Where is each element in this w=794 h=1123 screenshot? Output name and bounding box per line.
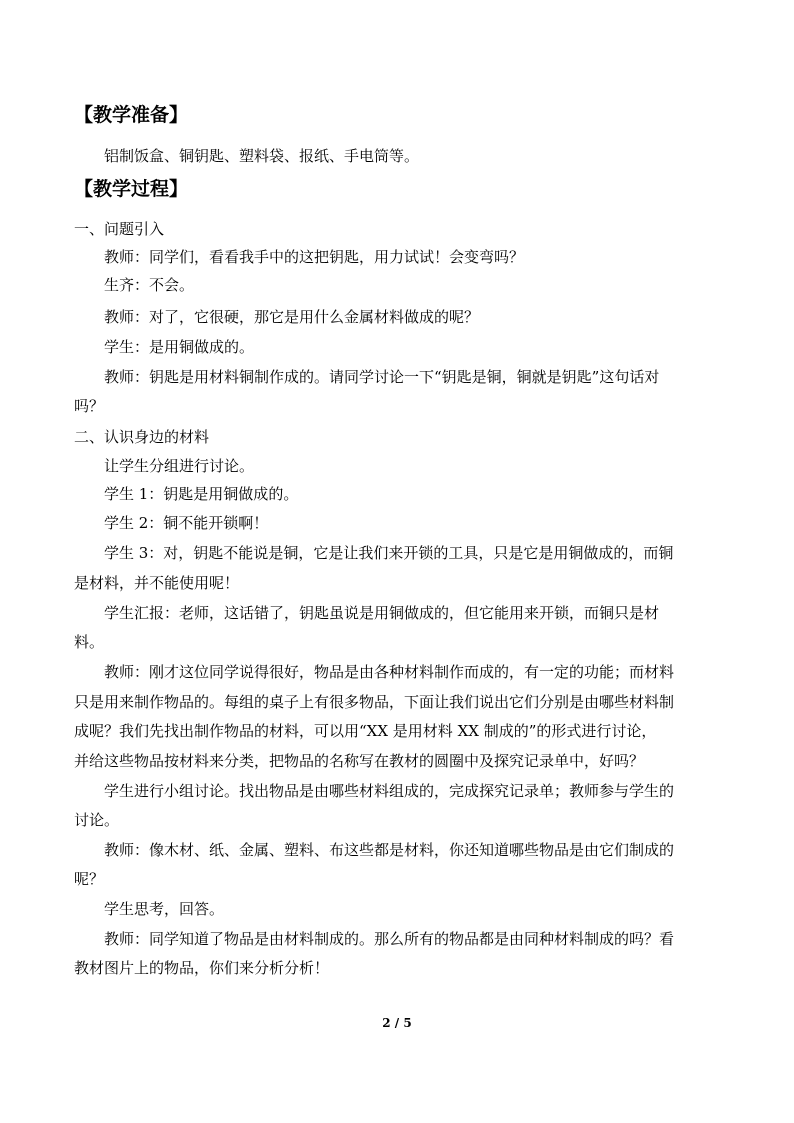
preparation-materials-text: 铝制饭盒、铜钥匙、塑料袋、报纸、手电筒等。 (104, 147, 420, 165)
page-number: 2 / 5 (382, 1016, 412, 1030)
paragraph-line: 料。 (74, 633, 105, 651)
paragraph-line: 教材图片上的物品，你们来分析分析！ (74, 959, 330, 977)
paragraph-line: 并给这些物品按材料来分类，把物品的名称写在教材的圆圈中及探究记录单中，好吗？ (74, 752, 645, 770)
paragraph-line: 学生 1：钥匙是用铜做成的。 (104, 485, 299, 503)
paragraph-line: 学生：是用铜做成的。 (104, 338, 255, 356)
paragraph-line: 教师：同学知道了物品是由材料制成的。那么所有的物品都是由同种材料制成的吗？看 (104, 930, 675, 948)
paragraph-line: 学生 2：铜不能开锁啊！ (104, 514, 269, 532)
paragraph-line: 学生思考，回答。 (104, 900, 225, 918)
paragraph-line: 学生汇报：老师，这话错了，钥匙虽说是用铜做成的，但它能用来开锁，而铜只是材 (104, 604, 660, 622)
paragraph-line: 吗？ (74, 397, 105, 415)
paragraph-line: 教师：对了，它很硬，那它是用什么金属材料做成的呢？ (104, 308, 480, 326)
paragraph-line: 学生 3：对，钥匙不能说是铜，它是让我们来开锁的工具，只是它是用铜做成的，而铜 (104, 544, 674, 562)
paragraph-line: 只是用来制作物品的。每组的桌子上有很多物品，下面让我们说出它们分别是由哪些材料制 (74, 693, 675, 711)
paragraph-line: 生齐：不会。 (104, 276, 195, 294)
paragraph-line: 教师：同学们，看看我手中的这把钥匙，用力试试！会变弯吗？ (104, 248, 525, 266)
paragraph-line: 教师：像木材、纸、金属、塑料、布这些都是材料，你还知道哪些物品是由它们制成的 (104, 841, 675, 859)
paragraph-line: 教师：刚才这位同学说得很好，物品是由各种材料制作而成的，有一定的功能；而材料 (104, 663, 675, 681)
paragraph-line: 呢？ (74, 870, 105, 888)
paragraph-line: 教师：钥匙是用材料铜制作成的。请同学讨论一下“钥匙是铜，铜就是钥匙”这句话对 (104, 368, 660, 386)
paragraph-line: 成呢？我们先找出制作物品的材料，可以用“XX 是用材料 XX 制成的”的形式进行讨论， (74, 722, 657, 740)
paragraph-line: 讨论。 (74, 811, 120, 829)
paragraph-line: 让学生分组进行讨论。 (104, 457, 255, 475)
paragraph-line: 学生进行小组讨论。找出物品是由哪些材料组成的，完成探究记录单；教师参与学生的 (104, 782, 675, 800)
subheading-materials: 二、认识身边的材料 (74, 428, 210, 446)
paragraph-line: 是材料，并不能使用呢！ (74, 574, 240, 592)
section-heading-process: 【教学过程】 (74, 178, 189, 200)
subheading-intro: 一、问题引入 (74, 220, 165, 238)
section-heading-preparation: 【教学准备】 (74, 104, 189, 126)
